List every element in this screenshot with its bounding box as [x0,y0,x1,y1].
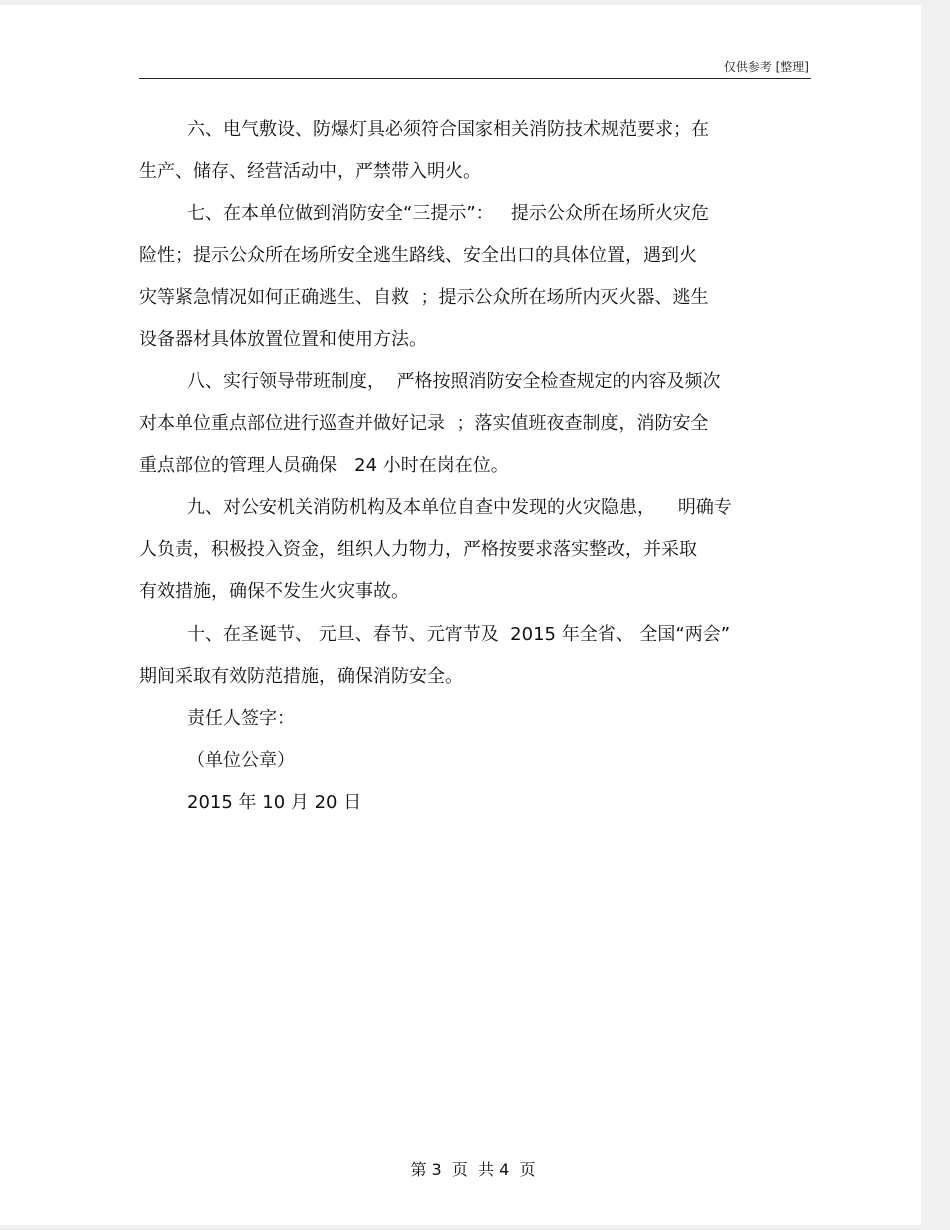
seal-label: （单位公章） [187,750,295,771]
paragraph-8-line-2: 对本单位重点部位进行巡查并做好记录 ；落实值班夜查制度，消防安全 [139,413,709,434]
paragraph-9-line-2: 人负责，积极投入资金，组织人力物力，严格按要求落实整改，并采取 [139,539,697,560]
paragraph-8-line-1: 八、实行领导带班制度， 严格按照消防安全检查规定的内容及频次 [187,371,721,392]
page-number: 第 3 页 共 4 页 [410,1160,536,1179]
document-page [0,5,921,1225]
paragraph-10-line-2: 期间采取有效防范措施，确保消防安全。 [139,666,463,687]
paragraph-7-line-2: 险性；提示公众所在场所安全逃生路线、安全出口的具体位置，遇到火 [139,245,697,266]
paragraph-7-line-1: 七、在本单位做到消防安全“三提示”： 提示公众所在场所火灾危 [187,203,709,224]
paragraph-7-line-3: 灾等紧急情况如何正确逃生、自救 ；提示公众所在场所内灭火器、逃生 [139,287,709,308]
paragraph-6-line-1: 六、电气敷设、防爆灯具必须符合国家相关消防技术规范要求；在 [187,119,709,140]
document-date: 2015 年 10 月 20 日 [187,792,362,813]
paragraph-9-line-3: 有效措施，确保不发生火灾事故。 [139,581,409,602]
paragraph-6-line-2: 生产、储存、经营活动中，严禁带入明火。 [139,161,481,182]
paragraph-8-line-3: 重点部位的管理人员确保 24 小时在岗在位。 [139,455,509,476]
paragraph-9-line-1: 九、对公安机关消防机构及本单位自查中发现的火灾隐患， 明确专 [187,497,732,518]
header-note: 仅供参考 [整理] [723,60,809,74]
header-rule [139,78,811,79]
paragraph-7-line-4: 设备器材具体放置位置和使用方法。 [139,329,427,350]
paragraph-10-line-1: 十、在圣诞节、 元旦、春节、元宵节及 2015 年全省、 全国“两会” [187,624,731,645]
signature-label: 责任人签字： [187,708,295,729]
